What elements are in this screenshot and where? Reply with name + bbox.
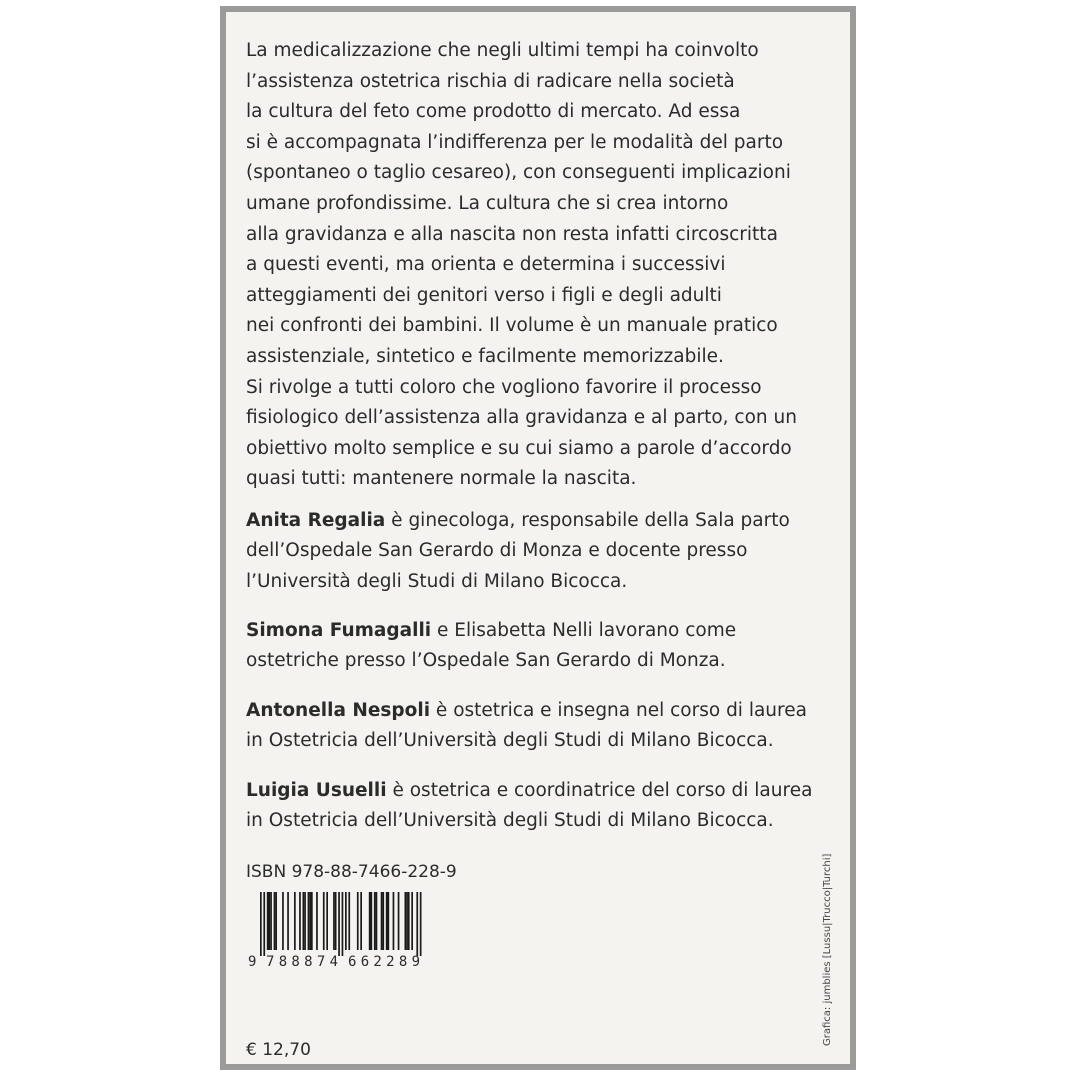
barcode-bar (299, 892, 301, 950)
barcode-bar (342, 892, 344, 956)
bio-line: in Ostetricia dell’Università degli Studi di Milano Bicocca. (246, 810, 774, 832)
barcode-bar (304, 892, 306, 950)
author-name: Antonella Nespoli (246, 700, 431, 721)
barcode-bar (287, 892, 289, 950)
blurb-line: Si rivolge a tutti coloro che vogliono favorire il processo (246, 376, 762, 398)
bio-line: ostetriche presso l’Ospedale San Gerardo di Monza. (246, 650, 726, 672)
barcode-bar (294, 892, 296, 950)
barcode-bar (411, 892, 413, 950)
barcode-graphic (246, 890, 436, 972)
bio-line: dell’Ospedale San Gerardo di Monza e docente presso (246, 540, 748, 562)
bio-line (246, 506, 806, 536)
bio-text: è ginecologa, responsabile della Sala parto (385, 510, 790, 531)
bio-line: l’Università degli Studi di Milano Bicocca. (246, 570, 628, 592)
barcode-bar (348, 892, 350, 950)
bio-line (246, 616, 806, 646)
barcode-bar (398, 892, 400, 950)
bio-text: è ostetrica e coordinatrice del corso di laurea (386, 780, 813, 801)
barcode-bar (369, 892, 371, 950)
blurb-line: nei confronti dei bambini. Il volume è un manuale pratico (246, 315, 778, 337)
barcode-bar (303, 892, 305, 950)
barcode-bar (308, 892, 310, 950)
blurb-text (246, 36, 806, 495)
author-name: Anita Regalia (246, 510, 386, 531)
author-bio-fumagalli (246, 616, 806, 677)
author-bio-regalia (246, 506, 806, 597)
barcode-bar (374, 892, 376, 950)
barcode-left-digits: 788874 (266, 954, 338, 970)
barcode-bar (275, 892, 277, 950)
barcode-bar (323, 892, 325, 950)
blurb-line: a questi eventi, ma orienta e determina i successivi (246, 254, 726, 276)
barcode-bar (345, 892, 347, 950)
barcode-bar (360, 892, 362, 950)
author-name: Simona Fumagalli (246, 620, 432, 641)
blurb-line: assistenziale, sintetico e facilmente memorizzabile. (246, 345, 724, 367)
barcode-bar (335, 892, 337, 950)
barcode-bar (309, 892, 311, 950)
barcode-bar (420, 892, 422, 956)
barcode-bar (382, 892, 384, 950)
barcode-bar (376, 892, 378, 950)
barcode-bar (388, 892, 390, 950)
barcode-bar (260, 892, 262, 956)
barcode-bar (263, 892, 265, 956)
blurb-line: si è accompagnata l’indifferenza per le modalità del parto (246, 131, 784, 153)
blurb-line: La medicalizzazione che negli ultimi tempi ha coinvolto (246, 40, 759, 61)
bio-line: in Ostetricia dell’Università degli Studi di Milano Bicocca. (246, 730, 774, 752)
author-bio-usuelli (246, 776, 813, 837)
barcode-bar (371, 892, 373, 950)
price-label: € 12,70 (246, 1040, 311, 1060)
barcode-bar (357, 892, 359, 950)
barcode-bar (269, 892, 271, 950)
barcode-bar (405, 892, 407, 950)
barcode-bar (326, 892, 328, 950)
blurb-line: l’assistenza ostetrica rischia di radicare nella società (246, 70, 735, 92)
barcode-bar (393, 892, 395, 950)
bio-line (246, 776, 813, 806)
isbn-barcode (246, 890, 436, 972)
barcode-bar (416, 892, 418, 956)
barcode-bar (267, 892, 269, 950)
bio-line (246, 696, 806, 726)
barcode-bar (386, 892, 388, 950)
barcode-bar (338, 892, 340, 956)
barcode-bar (282, 892, 284, 950)
barcode-bar (316, 892, 318, 950)
blurb-line: quasi tutti: mantenere normale la nascita. (246, 468, 637, 490)
blurb-line: (spontaneo o taglio cesareo), con conseguenti implicazioni (246, 162, 791, 184)
bio-text: e Elisabetta Nelli lavorano come (431, 620, 737, 641)
blurb-line: alla gravidanza e alla nascita non resta infatti circoscritta (246, 223, 778, 245)
blurb-line: la cultura del feto come prodotto di mercato. Ad essa (246, 101, 741, 123)
design-credit: Grafica: jumblies [Lussu|Trucco|Turchi] (822, 853, 833, 1046)
barcode-bar (333, 892, 335, 950)
isbn-label: ISBN 978-88-7466-228-9 (246, 862, 457, 882)
blurb-line: fisiologico dell’assistenza alla gravidanza e al parto, con un (246, 407, 797, 429)
barcode-bar (381, 892, 383, 950)
barcode-bar (311, 892, 313, 950)
author-bio-nespoli (246, 696, 806, 757)
barcode-bar (408, 892, 410, 950)
blurb-line: atteggiamenti dei genitori verso i figli e degli adulti (246, 284, 722, 306)
bio-text: è ostetrica e insegna nel corso di laurea (430, 700, 807, 721)
barcode-right-digits: 662289 (348, 954, 420, 970)
author-name: Luigia Usuelli (246, 780, 387, 801)
barcode-bar (274, 892, 276, 950)
blurb-line: umane profondissime. La cultura che si crea intorno (246, 192, 729, 214)
barcode-bar (406, 892, 408, 950)
barcode-first-digit: 9 (248, 954, 257, 970)
blurb-line: obiettivo molto semplice e su cui siamo a parole d’accordo (246, 437, 792, 459)
barcode-bar (270, 892, 272, 950)
